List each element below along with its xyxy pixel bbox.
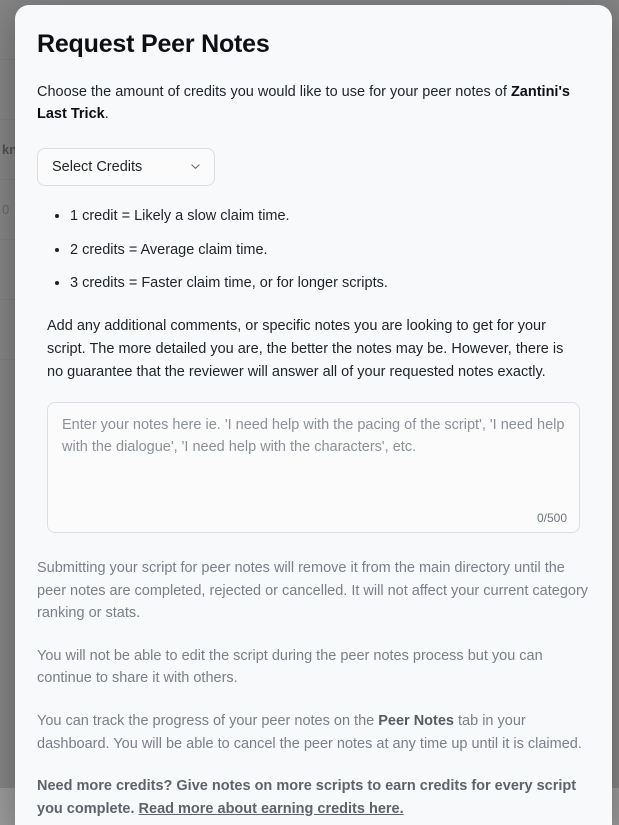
character-counter: 0/500 — [536, 510, 567, 525]
need-more-credits-cta — [37, 775, 590, 820]
request-peer-notes-dialog — [15, 5, 612, 825]
page-title: Request Peer Notes — [37, 30, 270, 58]
chevron-down-icon — [189, 160, 202, 173]
select-credits-value: Select Credits — [52, 158, 143, 175]
track-progress-note — [37, 710, 590, 755]
disclaimer-directory: Submitting your script for peer notes will remove it from the main directory until the peer notes are completed, rejected or cancelled. It will not affect your current category ranking or stats. — [37, 559, 589, 622]
track-note-after: tab in your dashboard. You will be able to cancel the peer notes at any time up until it is claimed. — [37, 712, 582, 752]
comments-help-text: Add any additional comments, or specific notes you are looking to get for your script. The more detailed you are, the better the notes may be. However, there is no guarantee that the reviewer will answer all of your requested notes exactly. — [47, 318, 564, 380]
earning-credits-link[interactable]: Read more about earning credits here. — [138, 800, 404, 817]
list-item: 3 credits = Faster claim time, or for longer scripts. — [70, 273, 590, 295]
list-item: 1 credit = Likely a slow claim time. — [70, 206, 590, 228]
need-more-credits-text: Need more credits? Give notes on more scripts to earn credits for every script you complete. — [37, 778, 577, 817]
credit-options-list — [37, 206, 590, 295]
disclaimer-editing: You will not be able to edit the script during the peer notes process but you can continue to share it with others. — [37, 647, 543, 687]
list-item: 2 credits = Average claim time. — [70, 240, 590, 262]
intro-text-before: Choose the amount of credits you would like to use for your peer notes of — [37, 84, 511, 100]
intro-text-after: . — [104, 106, 109, 123]
peer-notes-tab-label: Peer Notes — [378, 712, 454, 729]
select-credits-dropdown[interactable] — [37, 148, 215, 186]
script-title: Zantini's Last Trick — [37, 84, 570, 123]
track-note-before: You can track the progress of your peer notes on the — [37, 712, 379, 729]
notes-textarea[interactable] — [47, 402, 580, 533]
notes-textarea-placeholder: Enter your notes here ie. 'I need help with the pacing of the script', 'I need help with the dialogue', 'I need help with the characters', etc. — [62, 416, 569, 455]
intro-paragraph — [37, 81, 590, 126]
